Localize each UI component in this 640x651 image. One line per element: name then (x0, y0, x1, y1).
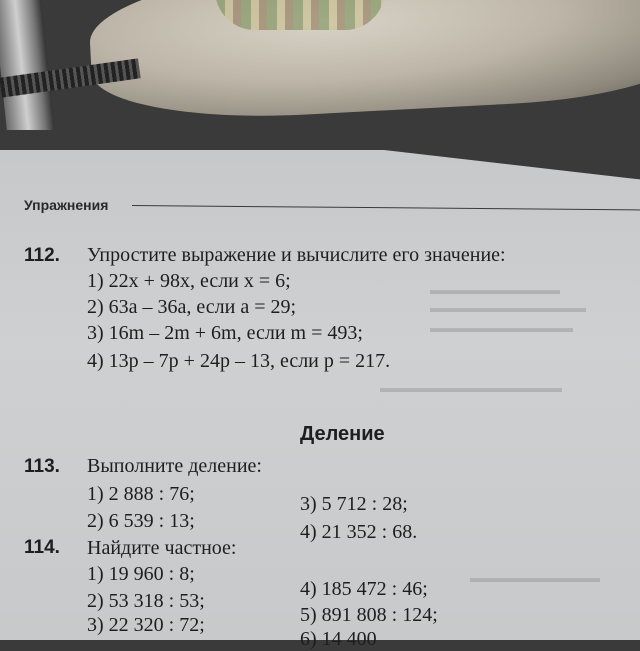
exercise-114-item-5: 5) 891 808 : 124; (300, 604, 438, 626)
exercise-114-prompt: Найдите частное: (87, 537, 237, 559)
background-cable (0, 0, 55, 130)
exercise-112-item-3: 3) 16m – 2m + 6m, если m = 493; (87, 322, 363, 344)
exercise-113-number: 113. (24, 456, 60, 477)
exercise-113-prompt: Выполните деление: (87, 455, 262, 477)
section-header: Упражнения (24, 197, 109, 213)
exercise-114-number: 114. (24, 537, 60, 558)
exercise-114-item-1: 1) 19 960 : 8; (87, 563, 195, 585)
exercise-112-prompt: Упростите выражение и вычислите его значение: (87, 244, 506, 266)
show-through-text: ▬▬▬▬▬▬▬▬▬▬▬ (430, 320, 573, 335)
exercise-112-number: 112. (24, 245, 60, 266)
bag-pattern (215, 0, 385, 30)
show-through-text: ▬▬▬▬▬▬▬▬▬▬ (430, 282, 560, 297)
exercise-113-item-3: 3) 5 712 : 28; (300, 493, 408, 515)
exercise-112-item-4: 4) 13p – 7p + 24p – 13, если p = 217. (87, 350, 391, 372)
show-through-text: ▬▬▬▬▬▬▬▬▬▬ (470, 570, 600, 585)
show-through-text: ▬▬▬▬▬▬▬▬▬▬▬▬ (430, 300, 586, 315)
exercise-113-item-1: 1) 2 888 : 76; (87, 483, 195, 505)
exercise-114-item-2: 2) 53 318 : 53; (87, 590, 205, 612)
heading-division: Деление (300, 423, 385, 445)
exercise-114-item-4: 4) 185 472 : 46; (300, 578, 428, 600)
show-through-text: ▬▬▬▬▬▬▬▬▬▬▬▬▬▬ (380, 380, 562, 395)
exercise-113-item-4: 4) 21 352 : 68. (300, 521, 418, 543)
exercise-114-item-3: 3) 22 320 : 72; (87, 614, 205, 636)
exercise-112-item-2: 2) 63a – 36a, если a = 29; (87, 296, 297, 318)
exercise-112-item-1: 1) 22x + 98x, если x = 6; (87, 270, 291, 292)
exercise-114-item-6: 6) 14 400 (300, 628, 377, 650)
exercise-113-item-2: 2) 6 539 : 13; (87, 510, 195, 532)
